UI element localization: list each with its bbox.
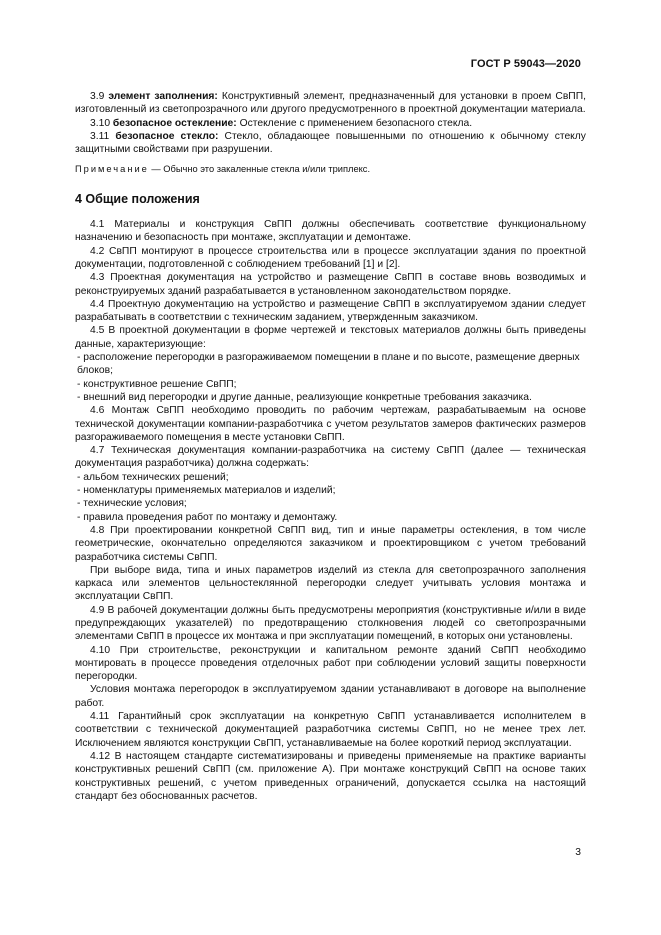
list-item: - номенклатуры применяемых материалов и изделий; <box>77 485 336 497</box>
definition-text: Остекление с применением безопасного стекла. <box>239 117 473 129</box>
paragraph-4-1: 4.1 Материалы и конструкция СвПП должны обеспечивать соответствие функциональному назначению и безопасность при монтаже, эксплуатации и демонтаже. <box>75 219 586 244</box>
paragraph-4-11: 4.11 Гарантийный срок эксплуатации на конкретную СвПП устанавливается исполнителем в соответствии с технической документацией разработчика системы СвПП, но не менее трех лет. Исключением являются конструкции СвПП, устанавливаемые на более короткий период эксплуатации. <box>75 711 586 749</box>
paragraph-4-10-continued: Условия монтажа перегородок в эксплуатируемом здании устанавливают в договоре на выполнение работ. <box>75 684 586 709</box>
paragraph-4-8-continued: При выборе вида, типа и иных параметров изделий из стекла для светопрозрачного заполнения каркаса или элементов цельностеклянной перегородки следует учитывать условия монтажа и эксплуатации СвПП. <box>75 564 586 603</box>
paragraph-4-9: 4.9 В рабочей документации должны быть предусмотрены мероприятия (конструктивные и/или в виде предупреждающих указателей) по предотвращению столкновения людей со светопрозрачными элементами СвПП в процессе их монтажа и при эксплуатации помещений, в которых они установлены. <box>75 604 586 643</box>
clause-number: 3.9 <box>90 91 105 102</box>
clause-number: 3.10 <box>90 117 111 129</box>
page-body <box>75 90 586 803</box>
note-text: — Обычно это закаленные стекла и/или триплекс. <box>151 164 371 175</box>
paragraph-4-2: 4.2 СвПП монтируют в процессе строительства или в процессе эксплуатации здания по проектной документации, подготовленной с соблюдением требований [1] и [2]. <box>75 245 586 270</box>
defined-term: элемент заполнения: <box>108 91 218 102</box>
paragraph-4-6: 4.6 Монтаж СвПП необходимо проводить по рабочим чертежам, разрабатываемым на основе технической документации компании-разработчика с учетом результатов замеров фактических размеров разгораживаемого помещения в месте установки СвПП. <box>75 405 586 443</box>
clause-number: 3.11 <box>90 130 110 142</box>
paragraph-4-7: 4.7 Техническая документация компании-разработчика на систему СвПП (далее — техническая документация разработчика) должна содержать: <box>75 445 586 470</box>
definition-text: Конструктивный элемент, предназначенный для установки в проем СвПП, изготовленный из светопрозрачного или другого предусмотренного в проектной документации материала. <box>75 91 586 116</box>
definition-text: Стекло, обладающее повышенными по отношению к обычному стеклу защитными свойствами при разрушении. <box>75 130 586 156</box>
list-item: - правила проведения работ по монтажу и демонтажу. <box>77 511 338 523</box>
list-item: - расположение перегородки в разгораживаемом помещении в плане и по высоте, размещение дверных блоков; <box>77 352 580 377</box>
definition-3-11 <box>75 130 586 157</box>
paragraph-4-3: 4.3 Проектная документация на устройство и размещение СвПП в составе вновь возводимых и реконструируемых зданий разрабатывается в установленном законодательством порядке. <box>75 272 586 297</box>
definition-3-10 <box>75 117 586 130</box>
note-label: Примечание <box>75 164 149 175</box>
note <box>75 163 586 176</box>
list-item: - конструктивное решение СвПП; <box>77 378 237 390</box>
defined-term: безопасное остекление: <box>112 117 237 129</box>
paragraph-4-8: 4.8 При проектировании конкретной СвПП вид, тип и иные параметры остекления, в том числе геометрические, окончательно определяются заказчиком и проектировщиком с учетом требований разработчика системы СвПП. <box>75 524 586 563</box>
paragraph-4-12: 4.12 В настоящем стандарте систематизированы и приведены применяемые на практике варианты конструктивных решений СвПП (см. приложение А). При монтаже конструкций СвПП на основе таких конструктивных решений, с учетом приведенных ограничений, допускается ссылка на настоящий стандарт без обоснованных расчетов. <box>75 750 586 802</box>
defined-term: безопасное стекло: <box>115 130 219 142</box>
document-code-header: ГОСТ Р 59043—2020 <box>470 58 581 70</box>
paragraph-4-10: 4.10 При строительстве, реконструкции и капитальном ремонте зданий СвПП необходимо монтировать в процессе проведения отделочных работ при соблюдении условий защиты поверхности перегородки. <box>75 644 586 683</box>
section-title: 4 Общие положения <box>75 191 200 206</box>
list-item: - альбом технических решений; <box>77 471 229 483</box>
list-item: - внешний вид перегородки и другие данные, реализующие конкретные требования заказчика. <box>77 391 532 403</box>
paragraph-4-4: 4.4 Проектную документацию на устройство и размещение СвПП в эксплуатируемом здании следует разрабатывать в соответствии с техническим заданием, утвержденным заказчиком. <box>75 298 586 324</box>
list-item: - технические условия; <box>77 498 187 510</box>
paragraph-4-5: 4.5 В проектной документации в форме чертежей и текстовых материалов должны быть приведены данные, характеризующие: <box>75 325 586 350</box>
definition-3-9 <box>75 90 586 117</box>
page-number: 3 <box>575 847 581 858</box>
